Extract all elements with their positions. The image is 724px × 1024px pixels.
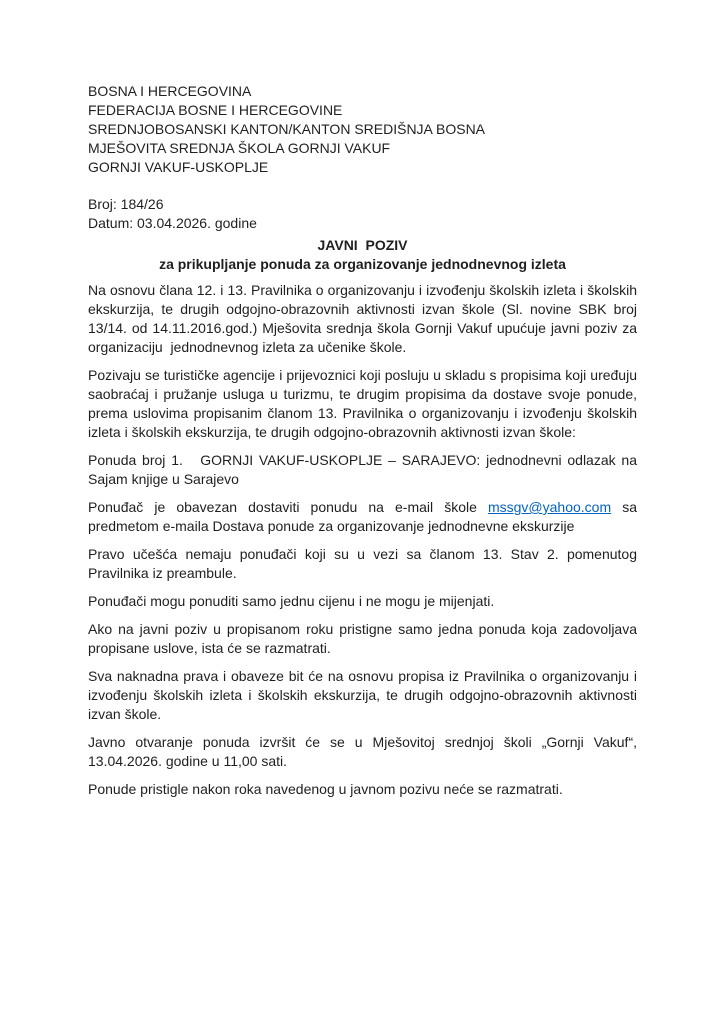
paragraph-eligibility: Pravo učešća nemaju ponuđači koji su u vezi sa članom 13. Stav 2. pomenutog Pravilnika iz preambule. [88,546,637,581]
email-paragraph-after: sa predmetom e-maila Dostava ponude za organizovanje jednodnevne ekskurzije [88,499,637,534]
reference-number: Broj: 184/26 [88,196,164,212]
document-subtitle: za prikupljanje ponuda za organizovanje jednodnevnog izleta [159,256,566,272]
date-line: Datum: 03.04.2026. godine [88,215,257,231]
paragraph-subsequent-rights: Sva naknadna prava i obaveze bit će na osnovu propisa iz Pravilnika o organizovanju i izvođenju školskih izleta i školskih ekskurzija, te drugih odgojno-obrazovnih aktivnosti izvan škole. [88,668,637,722]
document-title: JAVNI POZIV [317,237,408,253]
email-paragraph-before: Ponuđač je obavezan dostaviti ponudu na e-mail škole [88,499,488,515]
paragraph-invitation: Pozivaju se turističke agencije i prijevoznici koji posluju u skladu s propisima koji uređuju saobraćaj i pružanje usluga u turizmu, te drugim propisima da dostave svoje ponude, prema uslovima propisanim članom 13. Pravilnika o organizovanju i izvođenju školskih izleta i školskih ekskurzija, te drugih odgojno-obrazovnih aktivnosti izvan škole: [88,367,637,440]
paragraph-late-offers: Ponude pristigle nakon roka navedenog u javnom pozivu neće se razmatrati. [88,781,563,797]
paragraph-single-price: Ponuđači mogu ponuditi samo jednu cijenu i ne mogu je mijenjati. [88,593,495,609]
reference-block [88,195,637,233]
paragraph-public-opening: Javno otvaranje ponuda izvršit će se u Mješovitoj srednjoj školi „Gornji Vakuf“, 13.04.2026. godine u 11,00 sati. [88,734,637,769]
title-block [88,236,637,274]
letterhead [88,82,637,177]
letterhead-line-federation: FEDERACIJA BOSNE I HERCEGOVINE [88,102,343,118]
paragraph-single-offer: Ako na javni poziv u propisanom roku pristigne samo jedna ponuda koja zadovoljava propisane uslove, ista će se razmatrati. [88,621,637,656]
letterhead-line-school: MJEŠOVITA SREDNJA ŠKOLA GORNJI VAKUF [88,140,391,156]
paragraph-email-submission [88,498,637,536]
letterhead-line-canton: SREDNJOBOSANSKI KANTON/KANTON SREDIŠNJA BOSNA [88,121,486,137]
paragraph-legal-basis: Na osnovu člana 12. i 13. Pravilnika o organizovanju i izvođenju školskih izleta i školskih ekskurzija, te drugih odgojno-obrazovnih aktivnosti izvan škole (Sl. novine SBK broj 13/14. od 14.11.2016.god.) Mješovita srednja škola Gornji Vakuf upućuje javni poziv za organizaciju jednodnevnog izleta za učenike škole. [88,282,637,355]
letterhead-line-city: GORNJI VAKUF-USKOPLJE [88,159,269,175]
paragraph-offer-item-1: Ponuda broj 1. GORNJI VAKUF-USKOPLJE – SARAJEVO: jednodnevni odlazak na Sajam knjige u Sarajevo [88,452,637,487]
letterhead-line-country: BOSNA I HERCEGOVINA [88,83,252,99]
email-link[interactable]: mssgv@yahoo.com [487,499,612,515]
